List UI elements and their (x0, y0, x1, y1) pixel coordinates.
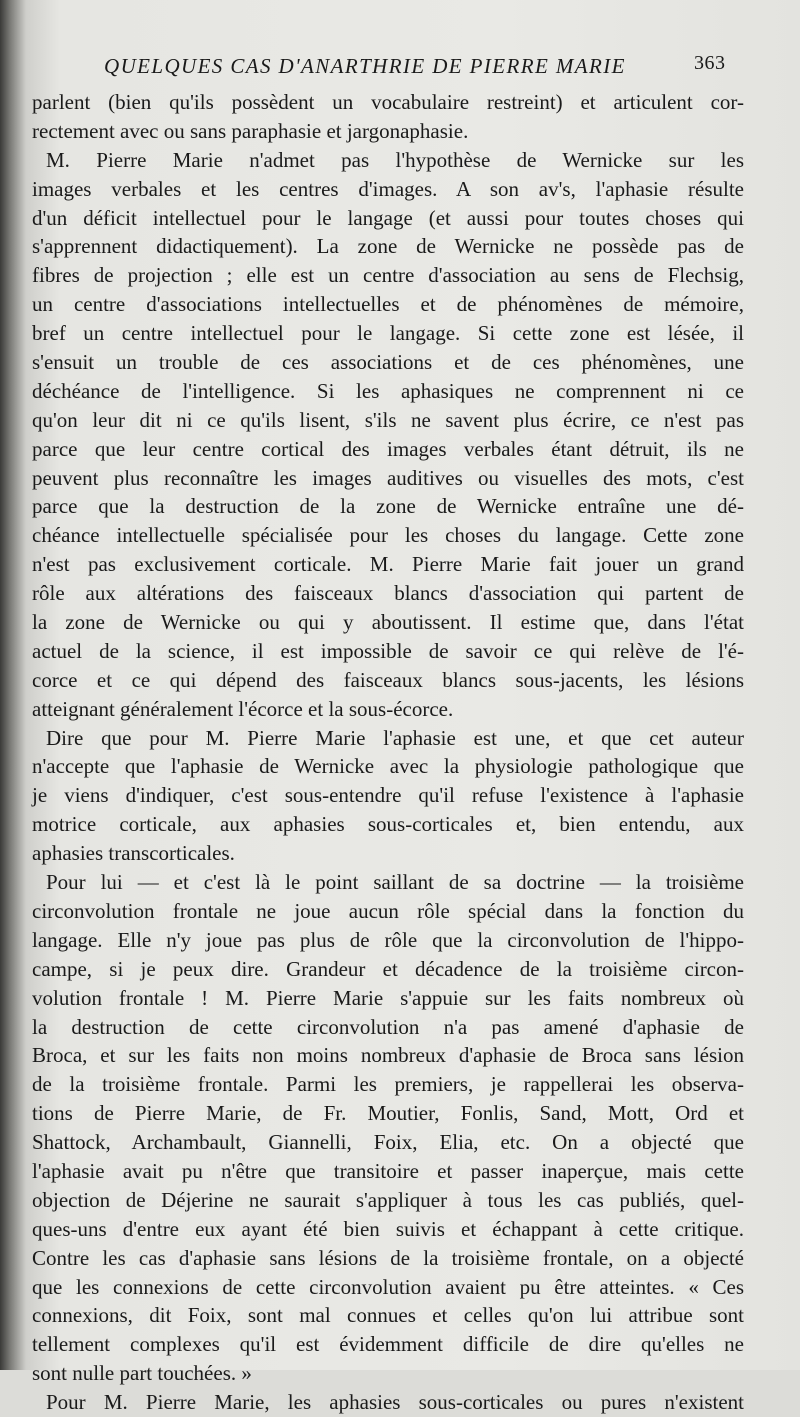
text-line: rectement avec ou sans paraphasie et jargonaphasie. (32, 118, 469, 143)
text-line: un centre d'associations intellectuelles et de phénomènes de mémoire, (32, 292, 744, 317)
text-line: M. Pierre Marie n'admet pas l'hypothèse de Wernicke sur les (46, 147, 744, 172)
text-line: rôle aux altérations des faisceaux blancs d'association qui partent de (32, 581, 744, 606)
text-line: langage. Elle n'y joue pas plus de rôle que la circonvolution de l'hippo- (32, 927, 744, 952)
text-line: l'aphasie avait pu n'être que transitoire et passer inaperçue, mais cette (32, 1158, 744, 1183)
text-line: connexions, dit Foix, sont mal connues et celles qu'on lui attribue sont (32, 1303, 744, 1328)
text-line: de la troisième frontale. Parmi les premiers, je rappellerai les observa- (32, 1072, 744, 1097)
text-line: aphasies transcorticales. (32, 841, 235, 866)
body-text (32, 88, 744, 1417)
text-line: tions de Pierre Marie, de Fr. Moutier, Fonlis, Sand, Mott, Ord et (32, 1101, 744, 1126)
text-line: images verbales et les centres d'images. A son av's, l'aphasie résulte (32, 176, 744, 201)
text-line: Pour lui — et c'est là le point saillant de sa doctrine — la troisième (46, 870, 744, 895)
text-line: Pour M. Pierre Marie, les aphasies sous-corticales ou pures n'existent (46, 1390, 744, 1415)
text-line: parlent (bien qu'ils possèdent un vocabulaire restreint) et articulent cor- (32, 90, 744, 114)
text-line: objection de Déjerine ne saurait s'appliquer à tous les cas publiés, quel- (32, 1187, 744, 1212)
text-line: la destruction de cette circonvolution n'a pas amené d'aphasie de (32, 1014, 744, 1039)
text-line: corce et ce qui dépend des faisceaux blancs sous-jacents, les lésions (32, 667, 744, 692)
text-line: n'accepte que l'aphasie de Wernicke avec la physiologie pathologique que (32, 754, 744, 779)
text-line: qu'on leur dit ni ce qu'ils lisent, s'ils ne savent plus écrire, ce n'est pas (32, 407, 744, 432)
text-line: actuel de la science, il est impossible de savoir ce qui relève de l'é- (32, 638, 744, 663)
text-line: la zone de Wernicke ou qui y aboutissent. Il estime que, dans l'état (32, 610, 744, 635)
text-line: d'un déficit intellectuel pour le langage (et aussi pour toutes choses qui (32, 205, 744, 230)
text-line: que les connexions de cette circonvolution avaient pu être atteintes. « Ces (32, 1274, 744, 1299)
text-line: déchéance de l'intelligence. Si les aphasiques ne comprennent ni ce (32, 378, 744, 403)
text-line: Contre les cas d'aphasie sans lésions de la troisième frontale, on a objecté (32, 1245, 744, 1270)
text-line: peuvent plus reconnaître les images auditives ou visuelles des mots, c'est (32, 465, 744, 490)
text-line: Shattock, Archambault, Giannelli, Foix, Elia, etc. On a objecté que (32, 1130, 744, 1155)
text-line: circonvolution frontale ne joue aucun rôle spécial dans la fonction du (32, 898, 744, 923)
text-line: campe, si je peux dire. Grandeur et décadence de la troisième circon- (32, 956, 744, 981)
text-line: sont nulle part touchées. » (32, 1361, 252, 1386)
text-line: s'ensuit un trouble de ces associations et de ces phénomènes, une (32, 350, 744, 375)
text-line: tellement complexes qu'il est évidemment difficile de dire qu'elles ne (32, 1332, 744, 1357)
text-line: Broca, et sur les faits non moins nombreux d'aphasie de Broca sans lésion (32, 1043, 744, 1068)
text-line: parce que leur centre cortical des images verbales étant détruit, ils ne (32, 436, 744, 461)
text-line: n'est pas exclusivement corticale. M. Pierre Marie fait jouer un grand (32, 552, 744, 577)
text-line: je viens d'indiquer, c'est sous-entendre qu'il refuse l'existence à l'aphasie (32, 783, 744, 808)
text-line: parce que la destruction de la zone de Wernicke entraîne une dé- (32, 494, 744, 519)
text-line: Dire que pour M. Pierre Marie l'aphasie est une, et que cet auteur (46, 725, 744, 750)
text-line: s'apprennent didactiquement). La zone de Wernicke ne possède pas de (32, 234, 744, 259)
text-line: ques-uns d'entre eux ayant été bien suivis et échappant à cette critique. (32, 1216, 744, 1241)
text-line: bref un centre intellectuel pour le langage. Si cette zone est lésée, il (32, 321, 744, 346)
text-line: motrice corticale, aux aphasies sous-corticales et, bien entendu, aux (32, 812, 744, 837)
page-number: 363 (694, 52, 726, 74)
page-header (0, 50, 800, 82)
text-line: chéance intellectuelle spécialisée pour les choses du langage. Cette zone (32, 523, 744, 548)
text-line: volution frontale ! M. Pierre Marie s'appuie sur les faits nombreux où (32, 985, 744, 1010)
text-line: atteignant généralement l'écorce et la sous-écorce. (32, 696, 454, 721)
text-line: fibres de projection ; elle est un centre d'association au sens de Flechsig, (32, 263, 744, 288)
running-title: QUELQUES CAS D'ANARTHRIE DE PIERRE MARIE (104, 54, 626, 78)
